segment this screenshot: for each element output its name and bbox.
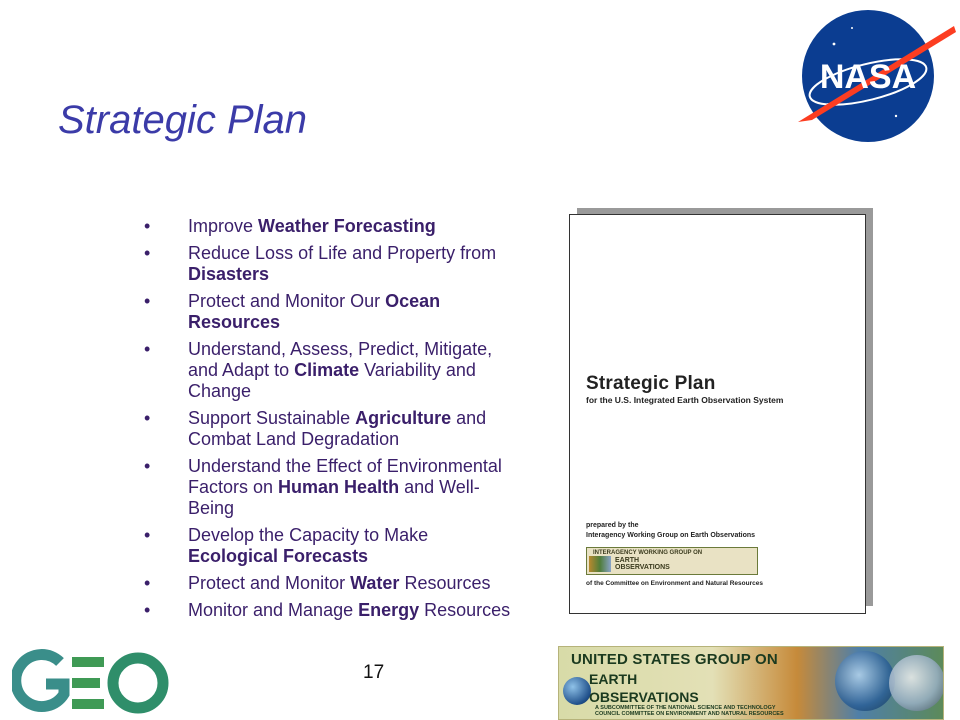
iwgeo-logo-line-2: EARTH — [615, 557, 640, 564]
bullet-dot: • — [144, 339, 151, 359]
usgeo-line-2: EARTH — [589, 671, 638, 687]
page-number: 17 — [363, 662, 385, 683]
bullet-text: Monitor and Manage — [188, 600, 359, 620]
bullet-dot: • — [144, 408, 151, 428]
bullet-dot: • — [144, 291, 151, 311]
globe-icon — [563, 677, 591, 705]
bullet-emphasis: Human Health — [278, 477, 400, 497]
bullet-dot: • — [144, 573, 151, 593]
bullet-dot: • — [144, 600, 151, 620]
usgeo-line-4: A SUBCOMMITTEE OF THE NATIONAL SCIENCE AND TECHNOLOGY COUNCIL COMMITTEE ON ENVIRONMENT AND NATURAL RESOURCES — [595, 705, 784, 717]
bullet-text-end: Resources — [399, 573, 491, 593]
bullet-text: Protect and Monitor Our — [188, 291, 386, 311]
bullet-text: Develop the Capacity to Make — [188, 525, 429, 545]
nasa-logo-text: NASA — [819, 58, 917, 96]
bullet-text: Understand the Effect of Environmental Factors on — [188, 456, 502, 497]
bullet-item — [140, 456, 520, 519]
usgeo-line-3: OBSERVATIONS — [589, 689, 699, 705]
bullet-emphasis: Agriculture — [355, 408, 452, 428]
bullet-item — [140, 573, 520, 594]
bullet-emphasis: Water — [350, 573, 400, 593]
usgeo-banner-logo — [558, 646, 944, 720]
cover-prepared-by — [586, 521, 755, 541]
geo-logo — [12, 648, 172, 718]
bullet-text-end: and Well-Being — [188, 477, 480, 518]
cover-title: Strategic Plan — [586, 373, 716, 394]
cover-committee: of the Committee on Environment and Natural Resources — [586, 580, 763, 587]
bullet-emphasis: Climate — [294, 360, 360, 380]
usgeo-line-1: UNITED STATES GROUP ON — [571, 651, 778, 668]
iwgeo-logo-line-3: OBSERVATIONS — [615, 564, 670, 571]
bullet-item — [140, 525, 520, 567]
cover-prepared-line-1: prepared by the — [586, 522, 639, 529]
bullet-emphasis: Weather Forecasting — [258, 216, 436, 236]
iwgeo-logo — [586, 547, 758, 575]
bullet-item — [140, 339, 520, 402]
bullet-text-end: Variability and Change — [188, 360, 476, 401]
bullet-item — [140, 291, 520, 333]
bullet-emphasis: Ecological Forecasts — [188, 546, 369, 566]
bullet-list — [140, 216, 520, 627]
nasa-logo — [794, 4, 960, 144]
bullet-text: Understand, Assess, Predict, Mitigate, and Adapt to — [188, 339, 493, 380]
cloud-globe-image — [889, 655, 944, 711]
bullet-text-end: and Combat Land Degradation — [188, 408, 487, 449]
bullet-text: Protect and Monitor — [188, 573, 351, 593]
iwgeo-logo-line-1: INTERAGENCY WORKING GROUP ON — [593, 550, 703, 556]
bullet-dot: • — [144, 525, 151, 545]
iwgeo-logo-swatch — [589, 556, 611, 572]
bullet-dot: • — [144, 216, 151, 236]
bullet-item — [140, 216, 520, 237]
bullet-item — [140, 243, 520, 285]
bullet-emphasis: Ocean Resources — [188, 291, 441, 332]
bullet-text: Reduce Loss of Life and Property from — [188, 243, 497, 263]
bullet-text-end: Resources — [419, 600, 511, 620]
cover-prepared-line-2: Interagency Working Group on Earth Observations — [586, 532, 756, 539]
slide-title: Strategic Plan — [58, 98, 308, 142]
bullet-dot: • — [144, 243, 151, 263]
bullet-emphasis: Energy — [358, 600, 420, 620]
bullet-text: Improve — [188, 216, 259, 236]
report-cover-image — [569, 214, 866, 614]
earth-globe-image — [835, 651, 895, 711]
bullet-emphasis: Disasters — [188, 264, 270, 284]
bullet-item — [140, 408, 520, 450]
bullet-text: Support Sustainable — [188, 408, 356, 428]
bullet-dot: • — [144, 456, 151, 476]
bullet-item — [140, 600, 520, 621]
cover-subtitle: for the U.S. Integrated Earth Observation System — [586, 395, 784, 405]
